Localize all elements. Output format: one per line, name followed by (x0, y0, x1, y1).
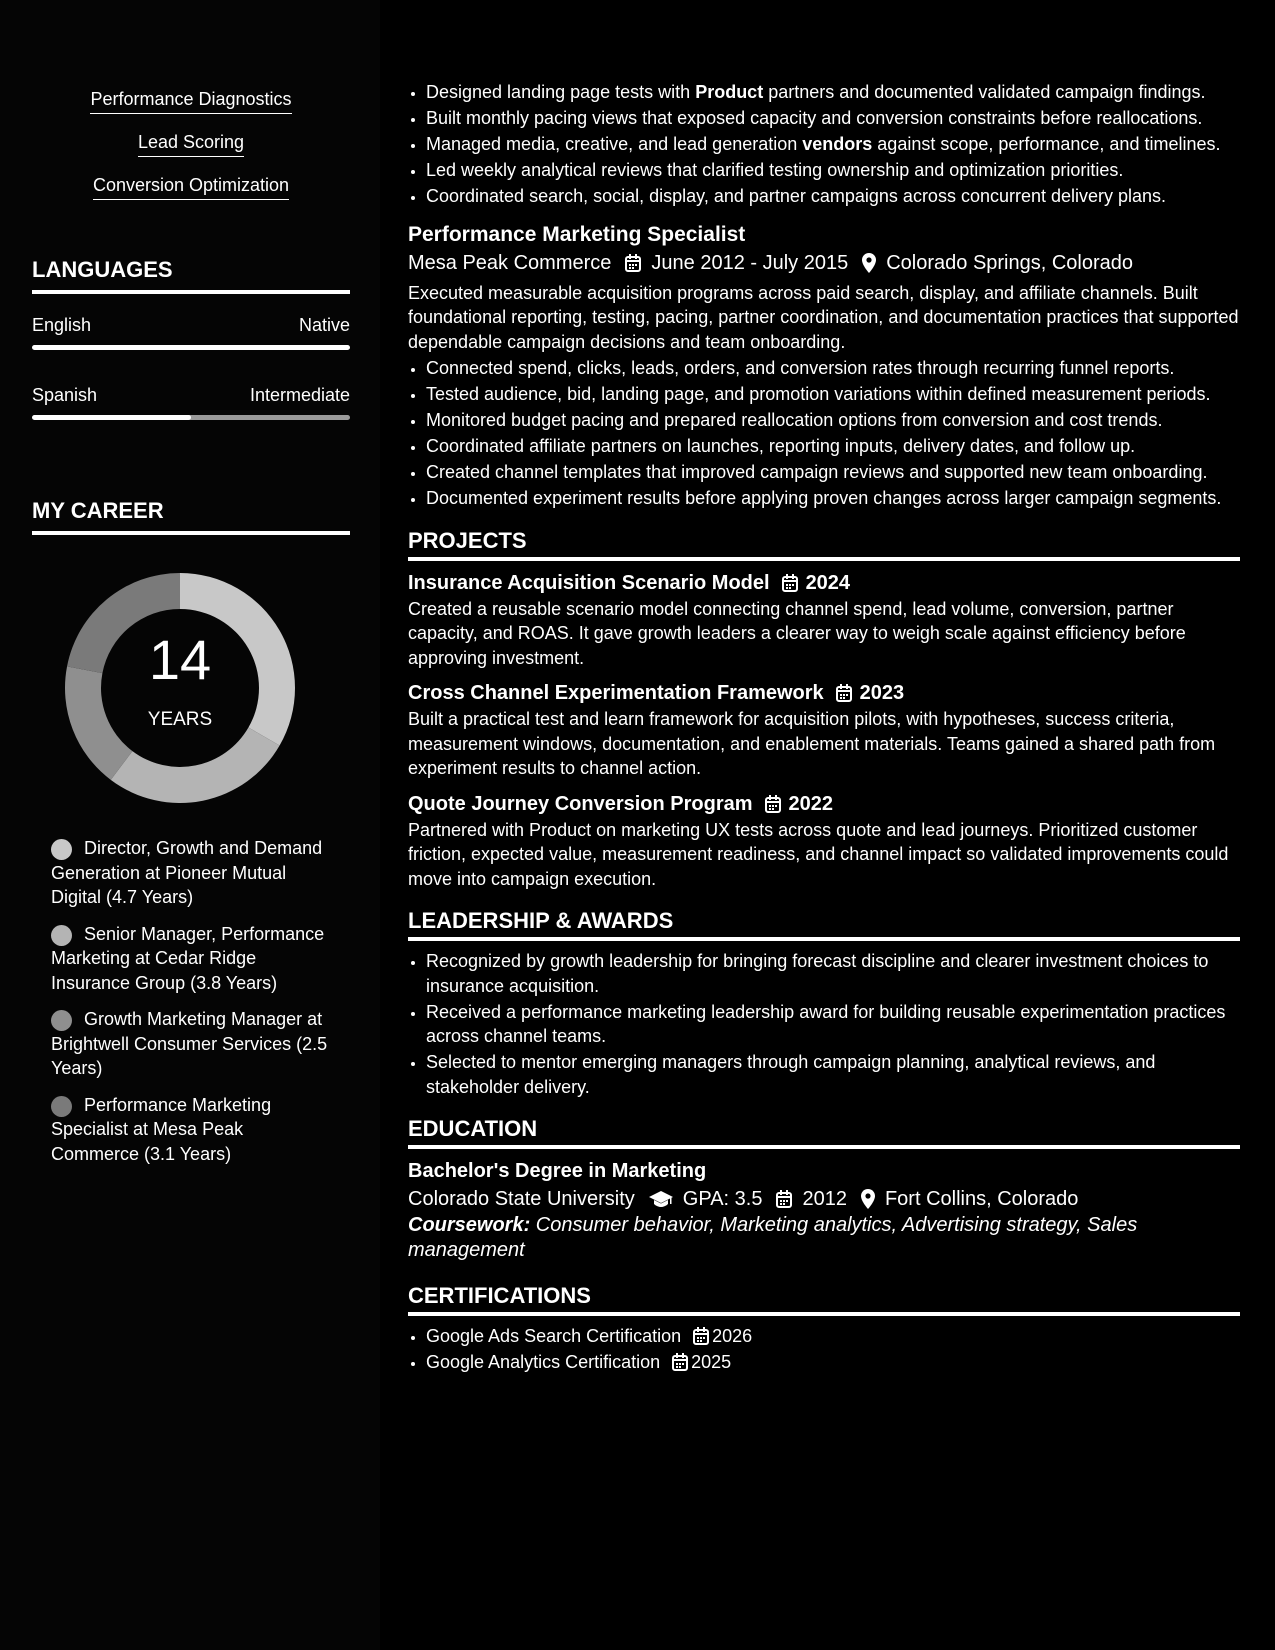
project-year: 2022 (788, 792, 834, 815)
certification-item (426, 1350, 1240, 1375)
bullet-item: • Recognized by growth leadership for bringing forecast discipline and clearer investment choices to insurance acquisition. (426, 949, 1240, 998)
main-content (408, 0, 1240, 1650)
certification-name: • Google Ads Search Certification (426, 1326, 682, 1346)
certification-year: 2026 (712, 1326, 753, 1346)
career-label: Growth Marketing Manager at Brightwell Consumer Services (2.5 Years) (51, 1009, 328, 1078)
calendar-icon (836, 684, 852, 702)
project-title: Insurance Acquisition Scenario Model (408, 571, 770, 594)
bullet-item: • Coordinated search, social, display, and partner campaigns across concurrent delivery plans. (426, 184, 1240, 209)
career-item (51, 1093, 331, 1167)
language-level: Native (298, 315, 350, 335)
project-description: Partnered with Product on marketing UX tests across quote and lead journeys. Prioritized customer friction, expected value, measurement readiness, and channel impact so validated improvements could move into campaign execution. (408, 819, 1229, 889)
project-description: Built a practical test and learn framework for acquisition pilots, with hypotheses, success criteria, measurement windows, documentation, and enablement materials. Teams gained a shared path from experiment results to channel action. (408, 709, 1216, 778)
certifications-heading: CERTIFICATIONS (408, 1282, 1240, 1316)
project-title: Cross Channel Experimentation Framework (408, 682, 824, 704)
language-item (32, 313, 350, 350)
project-year: 2023 (859, 682, 905, 704)
certification-item (426, 1324, 1240, 1349)
bullet-item: • Designed landing page tests with Product partners and documented validated campaign findings. (426, 80, 1240, 105)
language-proficiency-bar (32, 345, 350, 350)
certification-name: • Google Analytics Certification (426, 1352, 661, 1372)
job-company: Mesa Peak Commerce (408, 251, 612, 274)
leadership-heading: LEADERSHIP & AWARDS (408, 907, 1240, 941)
certification-year: 2025 (691, 1352, 732, 1372)
calendar-icon (765, 795, 781, 813)
education-heading: EDUCATION (408, 1115, 1240, 1149)
language-proficiency-fill (32, 345, 350, 350)
job-entry (408, 221, 1240, 511)
job-location: Colorado Springs, Colorado (886, 251, 1134, 274)
education-meta (408, 1185, 1240, 1213)
education-entry (408, 1157, 1240, 1262)
bullet-item: • Created channel templates that improved campaign reviews and supported new team onboarding. (426, 460, 1240, 485)
bullet-item: • Built monthly pacing views that exposed capacity and conversion constraints before reallocations. (426, 106, 1240, 131)
bullet-item: • Selected to mentor emerging managers through campaign planning, analytical reviews, and stakeholder delivery. (426, 1050, 1240, 1099)
leadership-bullets (408, 949, 1240, 1099)
bullet-item: • Received a performance marketing leadership award for building reusable experimentation practices across channel teams. (426, 1000, 1240, 1049)
languages-heading: LANGUAGES (32, 256, 350, 294)
career-total-years: 14 (148, 628, 212, 691)
career-legend-dot (51, 1010, 72, 1031)
calendar-icon (782, 574, 798, 592)
bullet-item: • Coordinated affiliate partners on launches, reporting inputs, delivery dates, and follow up. (426, 434, 1240, 459)
education-location: Fort Collins, Colorado (884, 1188, 1079, 1210)
degree-title: Bachelor's Degree in Marketing (408, 1160, 707, 1182)
bullet-item: • Connected spend, clicks, leads, orders, and conversion rates through recurring funnel reports. (426, 356, 1240, 381)
career-heading: MY CAREER (32, 497, 350, 535)
career-list (51, 836, 331, 1178)
job-bullets (408, 356, 1240, 511)
project-entry (408, 790, 1240, 892)
career-legend-dot (51, 925, 72, 946)
career-donut-chart (64, 572, 296, 804)
career-label: Performance Marketing Specialist at Mesa Peak Commerce (3.1 Years) (51, 1094, 272, 1164)
coursework (408, 1213, 1240, 1262)
career-label: Senior Manager, Performance Marketing at Cedar Ridge Insurance Group (3.8 Years) (51, 923, 325, 993)
project-title: Quote Journey Conversion Program (408, 792, 753, 815)
coursework-list: Consumer behavior, Marketing analytics, Advertising strategy, Sales management (408, 1214, 1138, 1261)
calendar-icon (693, 1327, 709, 1345)
career-years-unit: YEARS (147, 709, 213, 730)
project-entry (408, 679, 1240, 781)
career-item (51, 836, 331, 910)
language-item (32, 383, 350, 420)
career-legend-dot (51, 1096, 72, 1117)
career-legend-dot (51, 839, 72, 860)
coursework-label: Coursework: (408, 1214, 531, 1236)
career-item (51, 922, 331, 996)
skills-list (32, 86, 350, 215)
graduation-year: 2012 (802, 1188, 847, 1210)
calendar-icon (625, 254, 641, 272)
calendar-icon (776, 1190, 792, 1208)
bullet-item: • Tested audience, bid, landing page, and promotion variations within defined measurement periods. (426, 382, 1240, 407)
language-name: Spanish (32, 385, 98, 405)
location-pin-icon (861, 1189, 875, 1209)
sidebar (0, 0, 380, 1650)
language-proficiency-bar (32, 415, 350, 420)
career-item (51, 1007, 331, 1081)
skill-tag: Performance Diagnostics (90, 86, 291, 114)
graduation-cap-icon (649, 1190, 673, 1208)
certifications-list (408, 1324, 1240, 1375)
career-label: Director, Growth and Demand Generation at Pioneer Mutual Digital (4.7 Years) (51, 838, 323, 907)
gpa: GPA: 3.5 (682, 1188, 763, 1210)
language-level: Intermediate (249, 385, 350, 405)
bullet-item: • Managed media, creative, and lead generation vendors against scope, performance, and timelines. (426, 132, 1240, 157)
project-year: 2024 (805, 571, 851, 594)
job-meta (408, 249, 1240, 277)
location-pin-icon (862, 253, 876, 273)
language-proficiency-fill (32, 415, 191, 420)
job-dates: June 2012 - July 2015 (651, 251, 849, 274)
job-title: Performance Marketing Specialist (408, 222, 746, 246)
experience-bullets (408, 80, 1240, 209)
language-name: English (32, 315, 92, 335)
job-summary: Executed measurable acquisition programs across paid search, display, and affiliate channels. Built foundational reporting, testing, pacing, partner coordination, and documentation practices that supported dependable campaign decisions and team onboarding. (408, 282, 1239, 352)
skill-tag: Lead Scoring (138, 129, 244, 157)
school-name: Colorado State University (408, 1188, 635, 1210)
skill-tag: Conversion Optimization (93, 172, 289, 200)
project-entry (408, 569, 1240, 671)
projects-heading: PROJECTS (408, 527, 1240, 561)
project-description: Created a reusable scenario model connecting channel spend, lead volume, conversion, partner capacity, and ROAS. It gave growth leaders a clearer way to weigh scale against efficiency before approving investment. (408, 598, 1186, 668)
bullet-item: • Monitored budget pacing and prepared reallocation options from conversion and cost trends. (426, 408, 1240, 433)
calendar-icon (672, 1353, 688, 1371)
bullet-item: • Documented experiment results before applying proven changes across larger campaign segments. (426, 486, 1240, 511)
donut-segment (111, 728, 280, 804)
bullet-item: • Led weekly analytical reviews that clarified testing ownership and optimization priorities. (426, 158, 1240, 183)
